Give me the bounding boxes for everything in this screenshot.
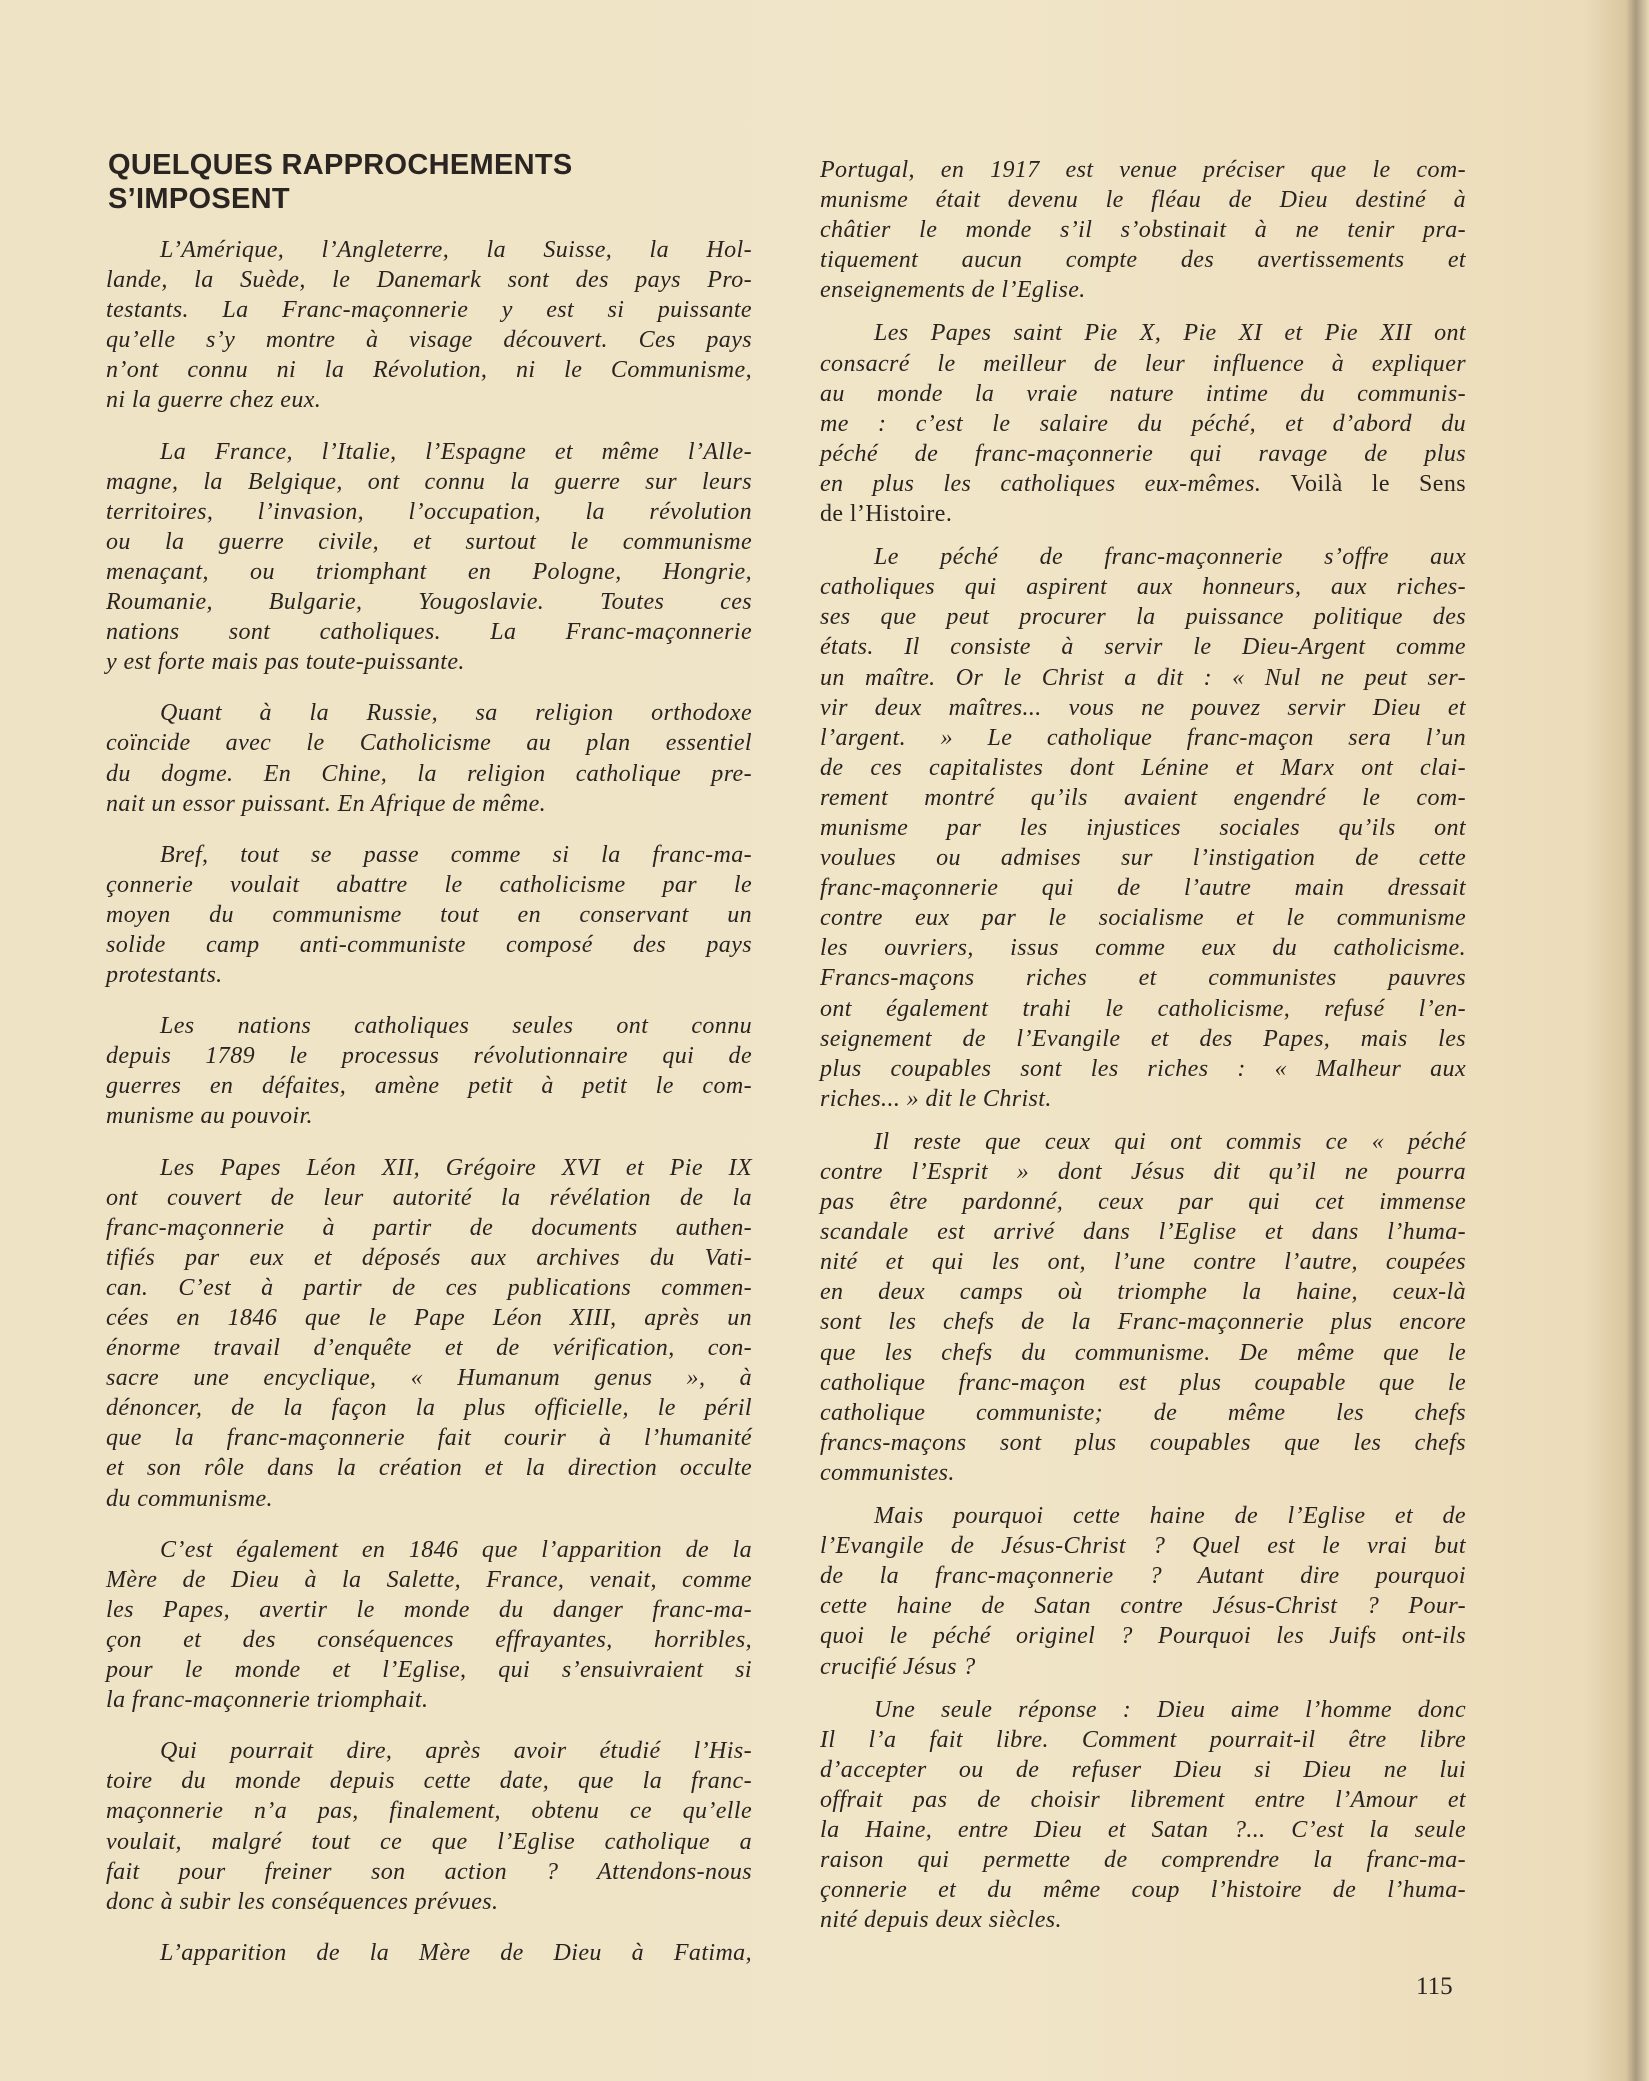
text-line: munisme par les injustices sociales qu’ils ont xyxy=(820,814,1466,841)
text-line: franc-maçonnerie qui de l’autre main dressait xyxy=(820,875,1466,902)
text-line: me : c’est le salaire du péché, et d’abord du xyxy=(820,410,1466,437)
text-line: la franc-maçonnerie triomphait. xyxy=(106,1687,429,1714)
text-line: les Papes, avertir le monde du danger franc-ma- xyxy=(106,1596,752,1623)
paragraph xyxy=(106,1938,752,1968)
roman-text: de l’Histoire. xyxy=(820,501,953,528)
text-line: d’accepter ou de refuser Dieu si Dieu ne lui xyxy=(820,1756,1466,1783)
text-line: n’ont connu ni la Révolution, ni le Communisme, xyxy=(106,357,752,384)
text-line: nait un essor puissant. En Afrique de même. xyxy=(106,790,547,817)
text-line: châtier le monde s’il s’obstinait à ne tenir pra- xyxy=(820,217,1466,244)
text-line: l’Evangile de Jésus-Christ ? Quel est le vrai but xyxy=(820,1533,1466,1560)
text-line: qu’elle s’y montre à visage découvert. Ces pays xyxy=(106,327,752,354)
text-line: magne, la Belgique, ont connu la guerre sur leurs xyxy=(106,468,752,495)
text-line: solide camp anti-communiste composé des pays xyxy=(106,931,752,958)
text-line: menaçant, ou triomphant en Pologne, Hongrie, xyxy=(106,558,752,585)
text-line: depuis 1789 le processus révolutionnaire qui de xyxy=(106,1043,752,1070)
paragraph xyxy=(820,542,1466,1114)
text-line: voulait, malgré tout ce que l’Eglise catholique a xyxy=(106,1828,752,1855)
paragraph xyxy=(820,155,1466,305)
text-line: fait pour freiner son action ? Attendons-nous xyxy=(106,1858,752,1885)
paragraph xyxy=(106,698,752,818)
text-line: C’est également en 1846 que l’apparition de la xyxy=(160,1536,752,1563)
text-line: Les Papes saint Pie X, Pie XI et Pie XII ont xyxy=(874,320,1466,347)
text-line: tifiés par eux et déposés aux archives du Vati- xyxy=(106,1244,752,1271)
text-line: ont également trahi le catholicisme, refusé l’en- xyxy=(820,995,1466,1022)
text-line: péché de franc-maçonnerie qui ravage de plus xyxy=(820,440,1466,467)
text-line: du communisme. xyxy=(106,1485,273,1512)
text-line: un maître. Or le Christ a dit : « Nul ne peut ser- xyxy=(820,664,1466,691)
text-line: munisme au pouvoir. xyxy=(106,1103,313,1130)
text-line: raison qui permette de comprendre la franc-ma- xyxy=(820,1847,1466,1874)
text-line: sacre une encyclique, « Humanum genus », à xyxy=(106,1365,752,1392)
text-line: La France, l’Italie, l’Espagne et même l’Alle- xyxy=(160,438,752,465)
text-line: Qui pourrait dire, après avoir étudié l’His- xyxy=(160,1738,752,1765)
paragraph xyxy=(820,1501,1466,1682)
text-line: cées en 1846 que le Pape Léon XIII, après un xyxy=(106,1305,752,1331)
text-line: consacré le meilleur de leur influence à expliquer xyxy=(820,350,1466,377)
text-line: territoires, l’invasion, l’occupation, la révolution xyxy=(106,498,752,525)
text-line: Mère de Dieu à la Salette, France, venait, comme xyxy=(106,1566,752,1593)
text-line: Bref, tout se passe comme si la franc-ma- xyxy=(160,841,752,868)
text-line: Les nations catholiques seules ont connu xyxy=(160,1013,752,1040)
text-line: donc à subir les conséquences prévues. xyxy=(106,1888,499,1915)
text-line: francs-maçons sont plus coupables que les chefs xyxy=(820,1429,1466,1456)
text-line: que les chefs du communisme. De même que le xyxy=(820,1339,1466,1366)
text-line: nité depuis deux siècles. xyxy=(820,1907,1062,1934)
text-line: en deux camps où triomphe la haine, ceux-là xyxy=(820,1279,1466,1306)
text-line: rement montré qu’ils avaient engendré le com- xyxy=(820,784,1466,811)
text-line: énorme travail d’enquête et de vérification, con- xyxy=(106,1335,752,1362)
text-line: états. Il consiste à servir le Dieu-Argent comme xyxy=(820,634,1466,661)
text-line: scandale est arrivé dans l’Eglise et dans l’huma- xyxy=(820,1219,1466,1246)
text-line: L’apparition de la Mère de Dieu à Fatima, xyxy=(160,1939,752,1966)
text-line: maçonnerie n’a pas, finalement, obtenu ce qu’elle xyxy=(106,1798,752,1825)
text-line: guerres en défaites, amène petit à petit le com- xyxy=(106,1073,752,1100)
heading-line: QUELQUES RAPPROCHEMENTS xyxy=(108,149,573,181)
text-line: testants. La Franc-maçonnerie y est si puissante xyxy=(106,297,752,324)
text-line: les ouvriers, issus comme eux du catholicisme. xyxy=(820,935,1466,962)
text-line: nité et qui les ont, l’une contre l’autre, coupées xyxy=(820,1249,1466,1276)
text-line: de ces capitalistes dont Lénine et Marx ont clai- xyxy=(820,754,1466,781)
text-line: Il l’a fait libre. Comment pourrait-il être libre xyxy=(820,1726,1466,1753)
text-line: can. C’est à partir de ces publications commen- xyxy=(106,1274,752,1301)
text-line: ou la guerre civile, et surtout le communisme xyxy=(106,528,752,555)
text-line xyxy=(820,499,1466,529)
text-line: Une seule réponse : Dieu aime l’homme donc xyxy=(874,1696,1466,1723)
text-line: contre l’Esprit » dont Jésus dit qu’il ne pourra xyxy=(820,1159,1466,1185)
text-line: Roumanie, Bulgarie, Yougoslavie. Toutes ces xyxy=(106,589,752,616)
text-line: riches... » dit le Christ. xyxy=(820,1085,1052,1112)
text-line: contre eux par le socialisme et le communisme xyxy=(820,905,1466,932)
text-line: Quant à la Russie, sa religion orthodoxe xyxy=(160,700,752,727)
text-line: crucifié Jésus ? xyxy=(820,1653,976,1680)
text-line: au monde la vraie nature intime du communis- xyxy=(820,380,1466,407)
text-line: çon et des conséquences effrayantes, horribles, xyxy=(106,1626,752,1653)
text-line: L’Amérique, l’Angleterre, la Suisse, la Hol- xyxy=(160,237,752,263)
text-line: ses que peut procurer la puissance politique des xyxy=(820,604,1466,631)
text-line: lande, la Suède, le Danemark sont des pays Pro- xyxy=(106,267,752,294)
text-line: franc-maçonnerie à partir de documents authen- xyxy=(106,1214,752,1241)
text-line: sont les chefs de la Franc-maçonnerie plus encore xyxy=(820,1309,1466,1336)
text-line xyxy=(820,469,1466,499)
text-line: du dogme. En Chine, la religion catholique pre- xyxy=(106,760,752,787)
text-line: coïncide avec le Catholicisme au plan essentiel xyxy=(106,730,752,757)
paragraph xyxy=(820,1695,1466,1936)
page-number: 115 xyxy=(1416,1973,1453,2000)
text-line: de la franc-maçonnerie ? Autant dire pourquoi xyxy=(820,1563,1466,1590)
text-line: tiquement aucun compte des avertissements et xyxy=(820,247,1466,274)
text-line: et son rôle dans la création et la direction occulte xyxy=(106,1455,752,1482)
paragraph xyxy=(820,318,1466,529)
text-line: çonnerie et du même coup l’histoire de l’huma- xyxy=(820,1877,1466,1904)
text-line: ni la guerre chez eux. xyxy=(106,387,322,414)
text-line: catholique communiste; de même les chefs xyxy=(820,1399,1466,1426)
text-line: offrait pas de choisir librement entre l’Amour et xyxy=(820,1786,1466,1813)
text-line: l’argent. » Le catholique franc-maçon sera l’un xyxy=(820,724,1466,751)
italic-text: en plus les catholiques eux-mêmes. xyxy=(820,470,1291,497)
text-line: pour le monde et l’Eglise, qui s’ensuivraient si xyxy=(106,1657,752,1684)
text-line: toire du monde depuis cette date, que la franc- xyxy=(106,1768,752,1795)
text-line: catholiques qui aspirent aux honneurs, aux riches- xyxy=(820,574,1466,601)
paragraph xyxy=(106,840,752,990)
text-line: nations sont catholiques. La Franc-maçonnerie xyxy=(106,619,752,646)
text-line: cette haine de Satan contre Jésus-Christ ? Pour- xyxy=(820,1593,1466,1620)
text-line: çonnerie voulait abattre le catholicisme par le xyxy=(106,871,752,898)
text-line: munisme était devenu le fléau de Dieu destiné à xyxy=(820,187,1466,214)
text-line: Francs-maçons riches et communistes pauvres xyxy=(820,965,1466,992)
text-line: communistes. xyxy=(820,1459,955,1486)
text-line: Les Papes Léon XII, Grégoire XVI et Pie IX xyxy=(160,1154,752,1181)
text-line: pas être pardonné, ceux par qui cet immense xyxy=(820,1189,1466,1216)
text-line: Mais pourquoi cette haine de l’Eglise et de xyxy=(874,1503,1466,1530)
text-line: seignement de l’Evangile et des Papes, mais les xyxy=(820,1025,1466,1052)
paragraph xyxy=(106,235,752,416)
section-heading xyxy=(108,148,768,216)
paragraph xyxy=(106,1153,752,1514)
text-line: la Haine, entre Dieu et Satan ?... C’est la seule xyxy=(820,1816,1466,1843)
text-line: vir deux maîtres... vous ne pouvez servir Dieu et xyxy=(820,694,1466,721)
text-line: ont couvert de leur autorité la révélation de la xyxy=(106,1184,752,1211)
text-line: voulues ou admises sur l’instigation de cette xyxy=(820,845,1466,872)
paragraph xyxy=(106,1011,752,1131)
text-line: que la franc-maçonnerie fait courir à l’humanité xyxy=(106,1425,752,1452)
text-line: moyen du communisme tout en conservant un xyxy=(106,901,752,928)
paragraph xyxy=(106,437,752,678)
text-line: dénoncer, de la façon la plus officielle, le péril xyxy=(106,1395,752,1422)
right-column xyxy=(820,155,1466,1935)
text-line: Portugal, en 1917 est venue préciser que le com- xyxy=(820,157,1466,183)
text-line: y est forte mais pas toute-puissante. xyxy=(106,649,465,676)
text-line: plus coupables sont les riches : « Malheur aux xyxy=(820,1055,1466,1082)
text-line: catholique franc-maçon est plus coupable que le xyxy=(820,1369,1466,1396)
roman-text: Voilà le Sens xyxy=(1290,470,1466,497)
text-line: Il reste que ceux qui ont commis ce « péché xyxy=(874,1128,1466,1155)
text-line: quoi le péché originel ? Pourquoi les Juifs ont-ils xyxy=(820,1623,1466,1650)
paragraph xyxy=(106,1736,752,1917)
text-line: Le péché de franc-maçonnerie s’offre aux xyxy=(874,544,1466,571)
left-column xyxy=(106,235,752,1968)
heading-line: S’IMPOSENT xyxy=(108,183,290,215)
paragraph xyxy=(820,1127,1466,1488)
text-line: enseignements de l’Eglise. xyxy=(820,277,1086,304)
text-line: protestants. xyxy=(106,962,223,989)
paragraph xyxy=(106,1535,752,1716)
